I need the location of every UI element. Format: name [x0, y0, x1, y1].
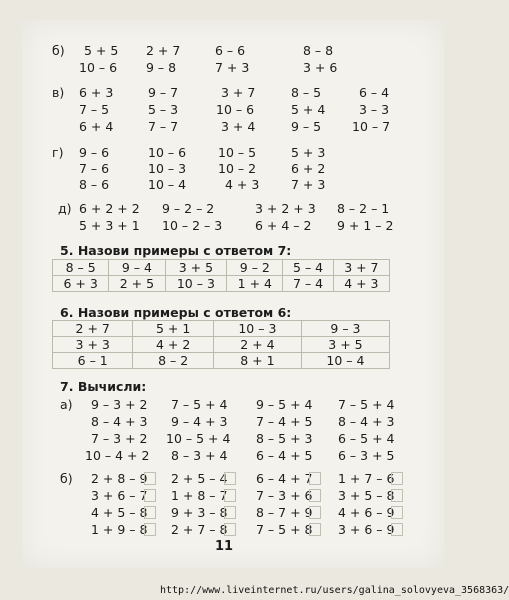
- example: 9 – 8: [146, 60, 177, 75]
- answer-box: [391, 489, 403, 502]
- task-number: 5.: [60, 243, 74, 258]
- example: 6 + 3: [79, 85, 114, 100]
- table-cell: 6 – 1: [53, 353, 133, 369]
- answer-box: [309, 506, 321, 519]
- section-label-d: д): [58, 201, 72, 216]
- example: 5 + 3: [291, 145, 326, 160]
- table-cell: 2 + 7: [53, 321, 133, 337]
- example: 10 – 3: [148, 161, 187, 176]
- table-cell: 8 – 2: [133, 353, 213, 369]
- task-5-heading: [60, 243, 291, 258]
- page-number: 11: [215, 539, 234, 554]
- example: 10 – 5 + 4: [166, 431, 231, 446]
- example: 7 + 3: [291, 177, 326, 192]
- answer-box: [224, 506, 236, 519]
- table-cell: 5 + 1: [133, 321, 213, 337]
- example: 2 + 7 – 8: [171, 522, 228, 537]
- table-cell: 7 – 4: [283, 276, 333, 292]
- example: 9 – 5 + 4: [256, 397, 313, 412]
- table-cell: 10 – 4: [301, 353, 389, 369]
- example: 4 + 6 – 9: [338, 505, 395, 520]
- table-cell: 1 + 4: [227, 276, 283, 292]
- example: 2 + 8 – 9: [91, 471, 148, 486]
- table-cell: 10 – 3: [213, 321, 301, 337]
- example: 4 + 3: [225, 177, 260, 192]
- table-cell: 2 + 4: [213, 337, 301, 353]
- table-cell: 9 – 3: [301, 321, 389, 337]
- example: 9 – 4 + 3: [171, 414, 228, 429]
- answer-box: [224, 472, 236, 485]
- task-number: 6.: [60, 305, 74, 320]
- example: 10 – 2: [218, 161, 257, 176]
- answer-box: [391, 506, 403, 519]
- answer-box: [391, 472, 403, 485]
- source-url[interactable]: http://www.liveinternet.ru/users/galina_solovyeva_3568363/: [160, 585, 509, 596]
- table-cell: 9 – 2: [227, 260, 283, 276]
- answer-table-6: [52, 320, 390, 369]
- table-cell: 5 – 4: [283, 260, 333, 276]
- answer-table-5: [52, 259, 390, 292]
- section-label-v: в): [52, 85, 65, 100]
- example: 8 – 4 + 3: [338, 414, 395, 429]
- example: 2 + 7: [146, 43, 181, 58]
- answer-box: [309, 489, 321, 502]
- example: 6 – 4 + 5: [256, 448, 313, 463]
- example: 3 + 7: [221, 85, 256, 100]
- section-label-b2: б): [60, 471, 73, 486]
- example: 3 – 3: [359, 102, 390, 117]
- example: 10 – 6: [216, 102, 255, 117]
- example: 7 – 3 + 6: [256, 488, 313, 503]
- example: 9 – 2 – 2: [162, 201, 215, 216]
- example: 6 – 4: [359, 85, 390, 100]
- example: 8 – 8: [303, 43, 334, 58]
- example: 9 – 7: [148, 85, 179, 100]
- example: 3 + 2 + 3: [255, 201, 316, 216]
- table-cell: 8 – 5: [53, 260, 109, 276]
- table-cell: 8 + 1: [213, 353, 301, 369]
- example: 6 – 6: [215, 43, 246, 58]
- table-cell: 9 – 4: [109, 260, 165, 276]
- example: 9 – 3 + 2: [91, 397, 148, 412]
- example: 8 – 3 + 4: [171, 448, 228, 463]
- example: 10 – 4 + 2: [85, 448, 150, 463]
- example: 3 + 5 – 8: [338, 488, 395, 503]
- example: 7 + 3: [215, 60, 250, 75]
- answer-box: [391, 523, 403, 536]
- task-7-heading: [60, 379, 146, 394]
- example: 8 – 2 – 1: [337, 201, 390, 216]
- example: 3 + 6 – 7: [91, 488, 148, 503]
- example: 6 + 2 + 2: [79, 201, 140, 216]
- example: 8 – 6: [79, 177, 110, 192]
- answer-box: [224, 489, 236, 502]
- answer-box: [224, 523, 236, 536]
- example: 5 – 3: [148, 102, 179, 117]
- example: 10 – 6: [148, 145, 187, 160]
- example: 6 + 2: [291, 161, 326, 176]
- table-cell: 4 + 3: [333, 276, 389, 292]
- example: 3 + 4: [221, 119, 256, 134]
- task-6-heading: [60, 305, 291, 320]
- example: 9 + 1 – 2: [337, 218, 394, 233]
- example: 7 – 5 + 4: [171, 397, 228, 412]
- example: 6 – 4 + 7: [256, 471, 313, 486]
- example: 10 – 6: [79, 60, 118, 75]
- example: 10 – 5: [218, 145, 257, 160]
- table-cell: 2 + 5: [109, 276, 165, 292]
- section-label-g: г): [52, 145, 64, 160]
- example: 9 – 5: [291, 119, 322, 134]
- example: 8 – 5 + 3: [256, 431, 313, 446]
- example: 10 – 2 – 3: [162, 218, 223, 233]
- table-cell: 3 + 3: [53, 337, 133, 353]
- table-cell: 3 + 5: [165, 260, 227, 276]
- table-cell: 10 – 3: [165, 276, 227, 292]
- answer-box: [144, 489, 156, 502]
- example: 1 + 9 – 8: [91, 522, 148, 537]
- section-label-b: б): [52, 43, 65, 58]
- answer-box: [309, 523, 321, 536]
- example: 7 – 5 + 4: [338, 397, 395, 412]
- example: 3 + 6: [303, 60, 338, 75]
- example: 5 + 4: [291, 102, 326, 117]
- example: 7 – 6: [79, 161, 110, 176]
- example: 6 – 3 + 5: [338, 448, 395, 463]
- example: 10 – 4: [148, 177, 187, 192]
- example: 7 – 5 + 8: [256, 522, 313, 537]
- table-cell: 3 + 5: [301, 337, 389, 353]
- section-label-a: а): [60, 397, 73, 412]
- example: 7 – 5: [79, 102, 110, 117]
- task-title: Назови примеры с ответом 7:: [77, 243, 292, 258]
- task-number: 7.: [60, 379, 74, 394]
- example: 6 + 4 – 2: [255, 218, 312, 233]
- example: 8 – 4 + 3: [91, 414, 148, 429]
- example: 1 + 8 – 7: [171, 488, 228, 503]
- answer-box: [309, 472, 321, 485]
- table-cell: 4 + 2: [133, 337, 213, 353]
- example: 4 + 5 – 8: [91, 505, 148, 520]
- example: 8 – 7 + 9: [256, 505, 313, 520]
- task-title: Назови примеры с ответом 6:: [77, 305, 292, 320]
- example: 9 – 6: [79, 145, 110, 160]
- example: 6 – 5 + 4: [338, 431, 395, 446]
- example: 1 + 7 – 6: [338, 471, 395, 486]
- example: 7 – 7: [148, 119, 179, 134]
- example: 9 + 3 – 8: [171, 505, 228, 520]
- example: 7 – 3 + 2: [91, 431, 148, 446]
- example: 3 + 6 – 9: [338, 522, 395, 537]
- example: 2 + 5 – 4: [171, 471, 228, 486]
- answer-box: [144, 523, 156, 536]
- task-title: Вычисли:: [77, 379, 147, 394]
- example: 10 – 7: [352, 119, 391, 134]
- table-cell: 6 + 3: [53, 276, 109, 292]
- example: 5 + 5: [84, 43, 119, 58]
- answer-box: [144, 472, 156, 485]
- example: 8 – 5: [291, 85, 322, 100]
- table-cell: 3 + 7: [333, 260, 389, 276]
- example: 5 + 3 + 1: [79, 218, 140, 233]
- example: 7 – 4 + 5: [256, 414, 313, 429]
- answer-box: [144, 506, 156, 519]
- example: 6 + 4: [79, 119, 114, 134]
